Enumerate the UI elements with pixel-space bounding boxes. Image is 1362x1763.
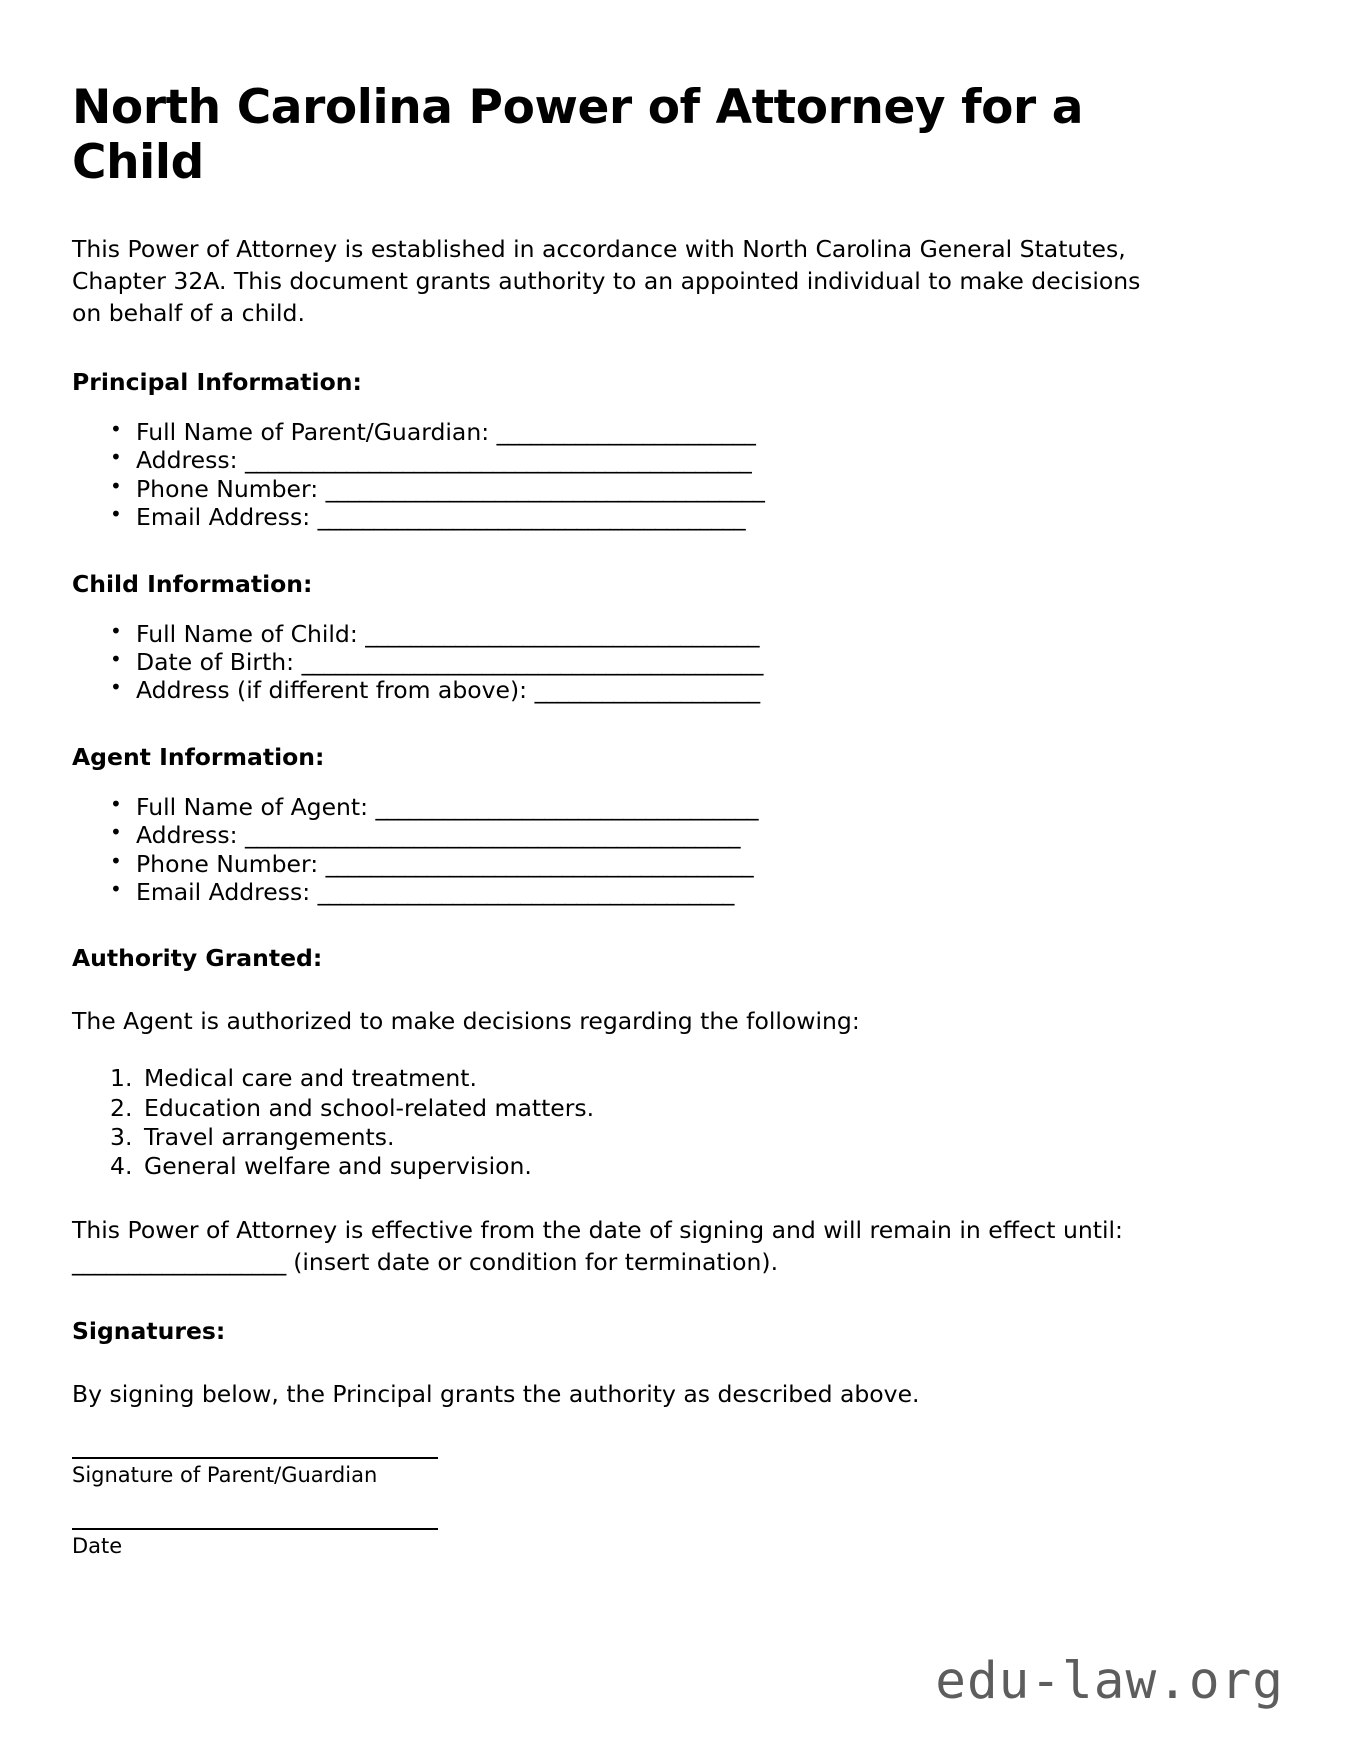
- authority-item: Education and school-related matters.: [144, 1093, 595, 1122]
- page-title: North Carolina Power of Attorney for a Child: [72, 80, 1084, 190]
- field-label: Full Name of Agent:: [136, 792, 369, 821]
- site-watermark: edu-law.org: [935, 1652, 1284, 1711]
- effective-blank-line[interactable]: ___________________: [72, 1247, 286, 1276]
- signature-group-parent: [72, 1457, 1287, 1488]
- section-heading-agent: Agent Information:: [72, 742, 325, 771]
- field-blank-line[interactable]: _______________________________________: [325, 474, 765, 503]
- signature-caption-date: Date: [72, 1534, 123, 1559]
- field-label: Date of Birth:: [136, 647, 295, 676]
- section-heading-principal: Principal Information:: [72, 367, 362, 396]
- authority-item: Medical care and treatment.: [144, 1064, 477, 1093]
- field-label: Full Name of Child:: [136, 619, 358, 648]
- field-principal-email: [110, 503, 1287, 531]
- field-blank-line[interactable]: _________________________________________: [301, 647, 763, 676]
- field-principal-address: [110, 446, 1287, 474]
- field-agent-email: [110, 878, 1287, 906]
- field-label: Email Address:: [136, 878, 311, 907]
- field-blank-line[interactable]: _____________________________________: [317, 878, 734, 907]
- field-child-full-name: [110, 620, 1287, 648]
- signature-rule[interactable]: [72, 1457, 438, 1459]
- signature-caption-parent: Signature of Parent/Guardian: [72, 1462, 378, 1487]
- field-blank-line[interactable]: _______________________: [496, 417, 756, 446]
- effective-text-line1: This Power of Attorney is effective from the date of signing and will remain in effect until:: [72, 1215, 1123, 1244]
- field-blank-line[interactable]: ______________________________________: [325, 849, 754, 878]
- field-blank-line[interactable]: ______________________________________: [317, 503, 746, 532]
- field-principal-full-name: [110, 418, 1287, 446]
- intro-paragraph: This Power of Attorney is established in accordance with North Carolina General Statutes, Chapter 32A. This document grants authority to an appointed individual to make decisions on behalf of a child.: [72, 234, 1141, 327]
- child-field-list: [72, 620, 1287, 705]
- authority-item: Travel arrangements.: [144, 1122, 395, 1151]
- field-label: Address (if different from above):: [136, 676, 528, 705]
- section-heading-authority: Authority Granted:: [72, 944, 323, 973]
- field-principal-phone: [110, 475, 1287, 503]
- signature-statement: By signing below, the Principal grants the authority as described above.: [72, 1379, 920, 1408]
- field-label: Phone Number:: [136, 849, 319, 878]
- authority-item: General welfare and supervision.: [144, 1151, 532, 1180]
- field-blank-line[interactable]: _____________________________________________: [245, 446, 752, 475]
- field-label: Phone Number:: [136, 474, 319, 503]
- authority-intro: The Agent is authorized to make decisions regarding the following:: [72, 1007, 860, 1036]
- signature-block: [72, 1457, 1287, 1560]
- section-heading-signatures: Signatures:: [72, 1316, 226, 1345]
- field-child-dob: [110, 648, 1287, 676]
- date-rule[interactable]: [72, 1528, 438, 1530]
- field-blank-line[interactable]: ____________________: [534, 676, 760, 705]
- section-heading-child: Child Information:: [72, 569, 313, 598]
- effective-text-line2: (insert date or condition for termination).: [293, 1247, 779, 1276]
- field-agent-address: [110, 821, 1287, 849]
- effective-period-paragraph: [72, 1215, 1182, 1279]
- principal-field-list: [72, 418, 1287, 532]
- field-blank-line[interactable]: ____________________________________________: [245, 821, 740, 850]
- field-blank-line[interactable]: ___________________________________: [365, 619, 760, 648]
- authority-item-list: [72, 1064, 1287, 1181]
- agent-field-list: [72, 793, 1287, 907]
- field-agent-phone: [110, 850, 1287, 878]
- field-label: Email Address:: [136, 503, 311, 532]
- field-label: Full Name of Parent/Guardian:: [136, 417, 490, 446]
- field-label: Address:: [136, 821, 238, 850]
- field-label: Address:: [136, 446, 238, 475]
- signature-group-date: [72, 1528, 1287, 1559]
- field-child-address: [110, 676, 1287, 704]
- field-agent-full-name: [110, 793, 1287, 821]
- field-blank-line[interactable]: __________________________________: [375, 792, 759, 821]
